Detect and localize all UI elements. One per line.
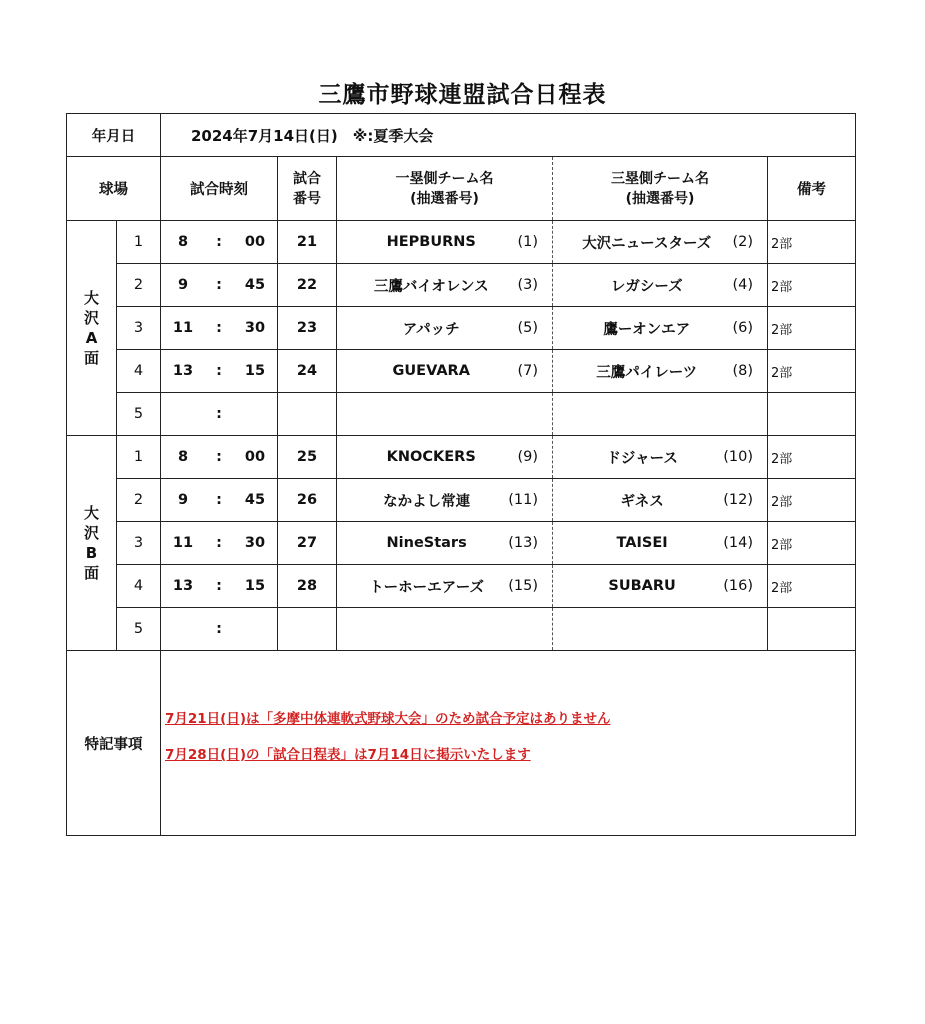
date-row (67, 114, 856, 157)
slot-number: 4 (117, 565, 161, 608)
home-team-name: GUEVARA (392, 363, 470, 379)
home-team-cell (337, 565, 553, 608)
time-min: 30 (244, 320, 266, 336)
home-team-cell (337, 522, 553, 565)
away-team-cell (553, 522, 768, 565)
home-team (337, 449, 552, 465)
time-min: 00 (244, 234, 266, 250)
home-team (337, 318, 552, 339)
time-hour (172, 406, 194, 422)
time-value (161, 320, 277, 336)
schedule-table (66, 113, 856, 836)
away-draw-number: (8) (732, 363, 753, 379)
time-value (161, 234, 277, 250)
time-colon: : (216, 535, 222, 551)
time-value (161, 492, 277, 508)
table-row (67, 608, 856, 651)
time-min: 30 (244, 535, 266, 551)
time-value (161, 621, 277, 637)
time-value (161, 363, 277, 379)
header-game-no-line2: 番号 (293, 190, 321, 207)
game-note (768, 393, 856, 436)
slot-number: 1 (117, 436, 161, 479)
slot-number: 5 (117, 608, 161, 651)
away-draw-number: (6) (732, 320, 753, 336)
table-row (67, 436, 856, 479)
away-team (553, 232, 767, 253)
away-team (553, 318, 767, 339)
game-time (161, 393, 278, 436)
away-team (553, 535, 767, 551)
home-team-cell (337, 264, 553, 307)
time-colon: : (216, 277, 222, 293)
date-label: 年月日 (67, 114, 161, 157)
game-number: 27 (278, 522, 337, 565)
home-team (337, 576, 552, 597)
game-number: 23 (278, 307, 337, 350)
venue-name-char: A (85, 329, 98, 347)
notes-body (161, 651, 856, 836)
venue-name-char: 大 (83, 289, 99, 307)
time-hour: 8 (177, 234, 189, 250)
game-time (161, 436, 278, 479)
header-home-line2: (抽選番号) (410, 190, 479, 207)
home-team-cell (337, 479, 553, 522)
away-draw-number: (4) (732, 277, 753, 293)
home-draw-number: (7) (517, 363, 538, 379)
game-number: 21 (278, 221, 337, 264)
home-team-name: なかよし常連 (383, 493, 471, 510)
game-time (161, 479, 278, 522)
time-hour: 13 (172, 363, 194, 379)
away-team-name: ドジャース (606, 450, 678, 467)
time-min: 45 (244, 492, 266, 508)
table-row (67, 264, 856, 307)
game-time (161, 307, 278, 350)
away-team-name: 大沢ニュースターズ (582, 235, 712, 252)
home-team-cell (337, 221, 553, 264)
game-number: 24 (278, 350, 337, 393)
away-team-name: レガシーズ (610, 278, 683, 295)
time-colon: : (216, 363, 222, 379)
game-note (768, 608, 856, 651)
home-draw-number: (1) (517, 234, 538, 250)
header-venue: 球場 (67, 157, 161, 221)
slot-number: 3 (117, 307, 161, 350)
game-number: 26 (278, 479, 337, 522)
home-team-cell (337, 307, 553, 350)
away-team-cell (553, 479, 768, 522)
time-value (161, 578, 277, 594)
away-team-cell (553, 565, 768, 608)
away-team-name: ギネス (620, 493, 664, 510)
time-value (161, 277, 277, 293)
home-team-cell (337, 393, 553, 436)
table-row (67, 479, 856, 522)
game-time (161, 350, 278, 393)
header-time: 試合時刻 (161, 157, 278, 221)
table-row (67, 522, 856, 565)
home-team (337, 234, 552, 250)
table-row (67, 221, 856, 264)
time-hour: 13 (172, 578, 194, 594)
away-team (553, 275, 767, 296)
time-colon: : (216, 621, 222, 637)
home-team (337, 363, 552, 379)
slot-number: 4 (117, 350, 161, 393)
venue-name (67, 221, 117, 436)
header-row (67, 157, 856, 221)
header-home-team (337, 157, 553, 221)
home-team-name: トーホーエアーズ (369, 579, 485, 596)
home-team-cell (337, 608, 553, 651)
away-draw-number: (12) (723, 492, 753, 508)
time-min: 15 (244, 578, 266, 594)
away-team-cell (553, 608, 768, 651)
time-value (161, 406, 277, 422)
game-note: 2部 (768, 522, 856, 565)
home-team-name: NineStars (386, 535, 467, 551)
time-colon: : (216, 320, 222, 336)
away-draw-number: (10) (723, 449, 753, 465)
time-colon: : (216, 234, 222, 250)
game-number (278, 393, 337, 436)
home-draw-number: (3) (517, 277, 538, 293)
slot-number: 2 (117, 264, 161, 307)
venue-name-char: 大 (83, 504, 99, 522)
away-draw-number: (16) (723, 578, 753, 594)
game-number: 28 (278, 565, 337, 608)
away-team (553, 490, 767, 511)
game-note: 2部 (768, 221, 856, 264)
venue-name-char: B (85, 544, 98, 562)
game-time (161, 264, 278, 307)
away-team (553, 578, 767, 594)
home-team (337, 490, 552, 511)
venue-name-char: 面 (83, 564, 99, 582)
time-colon: : (216, 578, 222, 594)
home-draw-number: (9) (517, 449, 538, 465)
home-team-name: アパッチ (402, 321, 460, 338)
table-row (67, 307, 856, 350)
away-team (553, 361, 767, 382)
away-team-name: TAISEI (616, 535, 668, 551)
game-time (161, 608, 278, 651)
slot-number: 2 (117, 479, 161, 522)
game-note: 2部 (768, 350, 856, 393)
time-min: 45 (244, 277, 266, 293)
note-line: 7月28日(日)の「試合日程表」は7月14日に掲示いたします (165, 747, 531, 763)
time-colon: : (216, 449, 222, 465)
page-title: 三鷹市野球連盟試合日程表 (318, 82, 607, 108)
venue-name-char: 沢 (83, 524, 99, 542)
slot-number: 1 (117, 221, 161, 264)
home-team (337, 535, 552, 551)
slot-number: 5 (117, 393, 161, 436)
time-hour (172, 621, 194, 637)
note-line: 7月21日(日)は「多摩中体連軟式野球大会」のため試合予定はありません (165, 711, 611, 727)
home-team-name: HEPBURNS (386, 234, 476, 250)
table-row (67, 565, 856, 608)
away-draw-number: (2) (732, 234, 753, 250)
away-team-cell (553, 436, 768, 479)
game-note: 2部 (768, 264, 856, 307)
slot-number: 3 (117, 522, 161, 565)
notes-row (67, 651, 856, 836)
time-hour: 8 (177, 449, 189, 465)
venue-name (67, 436, 117, 651)
away-team-cell (553, 350, 768, 393)
home-draw-number: (13) (508, 535, 538, 551)
game-note: 2部 (768, 436, 856, 479)
header-away-line2: (抽選番号) (625, 190, 695, 207)
venue-name-char: 沢 (83, 309, 99, 327)
time-min (244, 621, 266, 637)
header-away-team (553, 157, 768, 221)
table-row (67, 393, 856, 436)
time-hour: 9 (177, 277, 189, 293)
game-note: 2部 (768, 565, 856, 608)
away-team-cell (553, 393, 768, 436)
away-team-name: SUBARU (608, 578, 676, 594)
game-number: 25 (278, 436, 337, 479)
time-value (161, 535, 277, 551)
home-team-name: 三鷹バイオレンス (373, 278, 489, 295)
away-draw-number: (14) (723, 535, 753, 551)
game-time (161, 221, 278, 264)
time-min: 00 (244, 449, 266, 465)
game-note: 2部 (768, 307, 856, 350)
home-team (337, 275, 552, 296)
game-note: 2部 (768, 479, 856, 522)
away-team (553, 447, 767, 468)
time-hour: 9 (177, 492, 189, 508)
time-hour: 11 (172, 535, 194, 551)
time-hour: 11 (172, 320, 194, 336)
game-number (278, 608, 337, 651)
time-min: 15 (244, 363, 266, 379)
home-team-cell (337, 350, 553, 393)
away-team-cell (553, 221, 768, 264)
header-game-no-line1: 試合 (293, 170, 321, 187)
home-draw-number: (15) (508, 578, 538, 594)
date-value: 2024年7月14日(日) ※:夏季大会 (161, 114, 856, 157)
table-row (67, 350, 856, 393)
header-note: 備考 (768, 157, 856, 221)
time-value (161, 449, 277, 465)
home-draw-number: (5) (517, 320, 538, 336)
game-number: 22 (278, 264, 337, 307)
header-game-no (278, 157, 337, 221)
venue-name-char: 面 (83, 349, 99, 367)
home-draw-number: (11) (508, 492, 538, 508)
home-team-cell (337, 436, 553, 479)
away-team-cell (553, 264, 768, 307)
home-team-name: KNOCKERS (386, 449, 476, 465)
away-team-name: 三鷹パイレーツ (596, 364, 698, 381)
header-away-line1: 三塁側チーム名 (611, 170, 709, 187)
away-team-name: 鷹ーオンエア (603, 321, 691, 338)
header-home-line1: 一塁側チーム名 (395, 170, 494, 187)
time-colon: : (216, 492, 222, 508)
notes-label: 特記事項 (67, 651, 161, 836)
time-colon: : (216, 406, 222, 422)
away-team-cell (553, 307, 768, 350)
game-time (161, 565, 278, 608)
game-time (161, 522, 278, 565)
time-min (244, 406, 266, 422)
